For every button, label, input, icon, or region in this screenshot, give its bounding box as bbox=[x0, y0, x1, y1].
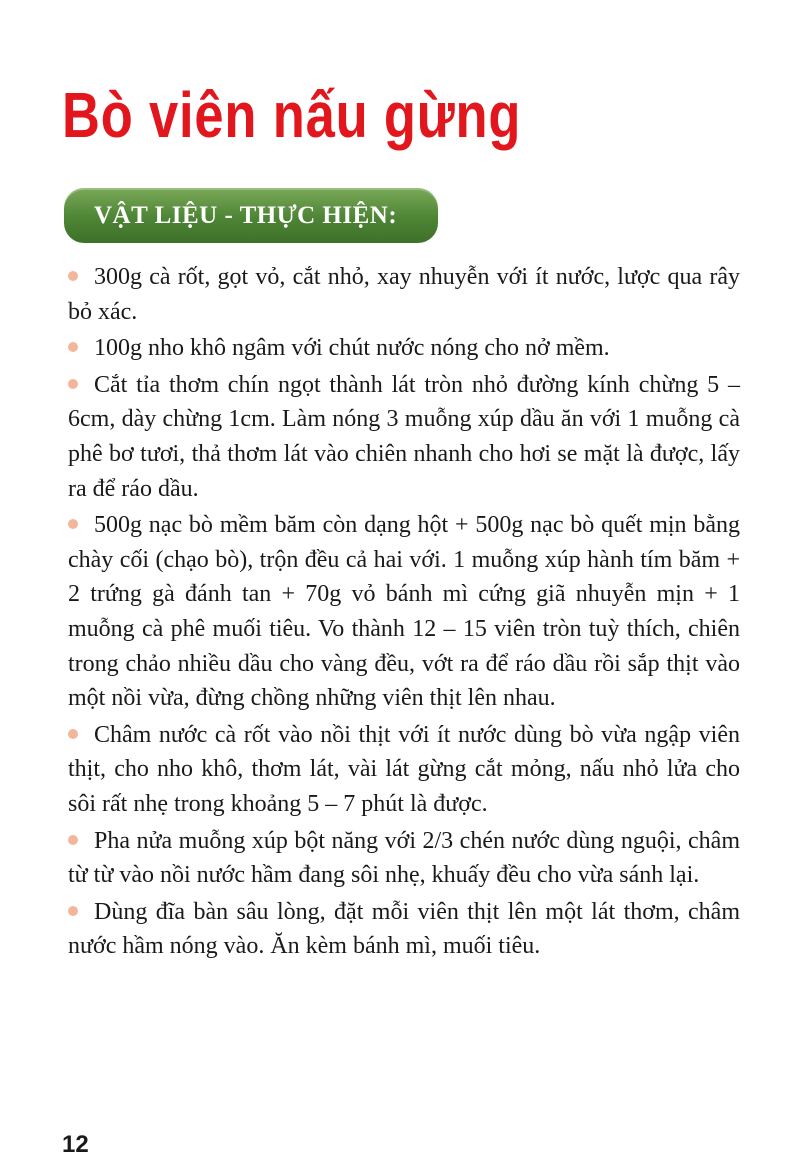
bullet-icon bbox=[68, 729, 78, 739]
step-item bbox=[68, 368, 740, 506]
step-text: Châm nước cà rốt vào nồi thịt với ít nước dùng bò vừa ngập viên thịt, cho nho khô, thơm lát, vài lát gừng cắt mỏng, nấu nhỏ lửa cho sôi rất nhẹ trong khoảng 5 – 7 phút là được. bbox=[68, 721, 740, 817]
step-text: 100g nho khô ngâm với chút nước nóng cho nở mềm. bbox=[94, 335, 610, 362]
bullet-icon bbox=[68, 271, 78, 281]
page-number: 12 bbox=[62, 1131, 89, 1158]
step-item bbox=[68, 508, 740, 716]
bullet-icon bbox=[68, 519, 78, 529]
step-item bbox=[68, 331, 740, 366]
section-heading-badge bbox=[64, 188, 438, 243]
step-text: Dùng đĩa bàn sâu lòng, đặt mỗi viên thịt lên một lát thơm, châm nước hầm nóng vào. Ăn kèm bánh mì, muối tiêu. bbox=[68, 898, 740, 960]
step-text: Pha nửa muỗng xúp bột năng với 2/3 chén nước dùng nguội, châm từ từ vào nồi nước hầm đang sôi nhẹ, khuấy đều cho vừa sánh lại. bbox=[68, 827, 740, 889]
steps-list bbox=[68, 260, 740, 966]
bullet-icon bbox=[68, 379, 78, 389]
step-text: Cắt tỉa thơm chín ngọt thành lát tròn nhỏ đường kính chừng 5 – 6cm, dày chừng 1cm. Làm nóng 3 muỗng xúp dầu ăn với 1 muỗng cà phê bơ tươi, thả thơm lát vào chiên nhanh cho hơi se mặt là được, lấy ra để ráo dầu. bbox=[68, 371, 740, 502]
step-item bbox=[68, 260, 740, 329]
step-text: 300g cà rốt, gọt vỏ, cắt nhỏ, xay nhuyễn với ít nước, lược qua rây bỏ xác. bbox=[68, 264, 740, 325]
step-item bbox=[68, 895, 740, 964]
step-item bbox=[68, 824, 740, 893]
bullet-icon bbox=[68, 342, 78, 352]
step-text: 500g nạc bò mềm băm còn dạng hột + 500g nạc bò quết mịn bằng chày cối (chạo bò), trộn đều cả hai với. 1 muỗng xúp hành tím băm + 2 trứng gà đánh tan + 70g vỏ bánh mì cứng giã nhuyễn mịn + 1 muỗng cà phê muối tiêu. Vo thành 12 – 15 viên tròn tuỳ thích, chiên trong chảo nhiều dầu cho vàng đều, vớt ra để ráo dầu rồi sắp thịt vào một nồi vừa, đừng chồng những viên thịt lên nhau. bbox=[68, 512, 740, 712]
bullet-icon bbox=[68, 835, 78, 845]
step-item bbox=[68, 718, 740, 822]
section-heading: VẬT LIỆU - THỰC HIỆN: bbox=[94, 202, 398, 229]
page-title: Bò viên nấu gừng bbox=[62, 79, 522, 151]
bullet-icon bbox=[68, 906, 78, 916]
